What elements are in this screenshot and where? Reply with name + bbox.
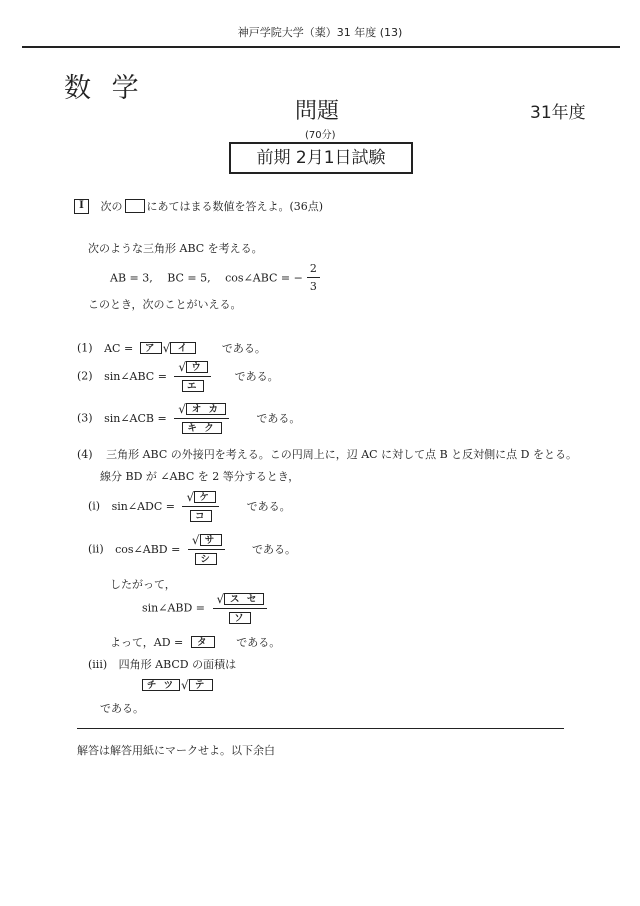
q-tail: である。: [252, 543, 296, 556]
answer-box-shi[interactable]: シ: [195, 553, 217, 565]
therefore-text: したがって，: [110, 578, 176, 591]
answer-box-te[interactable]: テ: [189, 679, 213, 691]
frac-denominator: 3: [309, 280, 317, 293]
exam-year: 31年度: [530, 103, 586, 123]
answer-box-oka[interactable]: オ カ: [186, 403, 226, 415]
problem-title: 問題: [295, 99, 340, 124]
frac-numerator: 2: [307, 262, 320, 278]
area-expression: [142, 678, 213, 692]
answer-box-suse[interactable]: ス セ: [224, 593, 264, 605]
sqrt-icon: √: [186, 490, 195, 504]
q-number: (1): [77, 341, 93, 355]
question-3: [77, 402, 300, 434]
sin-abd-expression: [142, 592, 271, 624]
sqrt-icon: √: [178, 360, 187, 374]
question-2: [77, 360, 279, 392]
q-text: 四角形 ABCD の面積は: [118, 658, 237, 671]
q-number: (3): [77, 411, 93, 425]
answer-box-ta[interactable]: タ: [191, 636, 215, 648]
q-lhs: AC =: [104, 341, 134, 355]
q-number: (i): [88, 499, 101, 513]
section-number: I: [74, 199, 89, 214]
answer-box-a[interactable]: ア: [140, 342, 162, 354]
answer-blank-icon: [125, 199, 145, 213]
q-lhs: sin∠ABC =: [104, 369, 167, 383]
q-number: (4): [77, 448, 93, 461]
page-header: 神戸学院大学（薬）31 年度 (13): [237, 26, 403, 39]
question-4-iii: [88, 656, 236, 672]
q4-line2: 線分 BD が ∠ABC を 2 等分するとき，: [100, 470, 300, 483]
q-tail: である。: [221, 342, 266, 355]
question-4: [77, 446, 577, 462]
q-tail: である。: [236, 636, 281, 649]
intro-conclusion: このとき，次のことがいえる。: [88, 298, 242, 311]
section-instruction: [74, 198, 323, 214]
q-number: (ii): [88, 542, 104, 556]
sqrt-icon: √: [181, 678, 189, 692]
answer-box-ke[interactable]: ケ: [194, 491, 216, 503]
answer-box-u[interactable]: ウ: [186, 361, 208, 373]
q-tail: である。: [234, 370, 279, 383]
footer-rule: [77, 728, 564, 729]
q-lhs: sin∠ABD =: [142, 601, 206, 615]
exam-session-box: 前期 2月1日試験: [229, 142, 413, 174]
answer-box-i[interactable]: イ: [170, 342, 196, 354]
subject-title: 数 学: [64, 73, 145, 104]
question-4-i: [88, 490, 291, 522]
question-4-ii: [88, 533, 296, 565]
duration: (70分): [305, 130, 336, 141]
intro-line: 次のような三角形 ABC を考える。: [88, 242, 263, 255]
sqrt-icon: √: [216, 592, 225, 606]
answer-box-ko[interactable]: コ: [190, 510, 212, 522]
q-number: (2): [77, 369, 93, 383]
q-number: (iii): [88, 658, 108, 671]
footer-note: 解答は解答用紙にマークせよ。以下余白: [77, 744, 275, 757]
sqrt-icon: √: [162, 341, 171, 355]
answer-box-kiku[interactable]: キ ク: [182, 422, 222, 434]
ad-expression: [110, 634, 280, 650]
question-1: [77, 340, 266, 356]
answer-box-sa[interactable]: サ: [200, 534, 222, 546]
sqrt-icon: √: [191, 533, 200, 547]
q-lhs: よって，AD =: [110, 636, 184, 649]
answer-box-chitsu[interactable]: チ ツ: [142, 679, 180, 691]
header-rule: [22, 46, 620, 48]
q4-line1: 三角形 ABC の外接円を考える。この円周上に，辺 AC に対して点 B と反対側に点 D をとる。: [106, 448, 577, 461]
q-lhs: sin∠ACB =: [104, 411, 167, 425]
q-lhs: sin∠ADC =: [111, 499, 175, 513]
answer-box-e[interactable]: エ: [182, 380, 204, 392]
instruction-text-a: 次の: [100, 200, 123, 213]
q-tail: である。: [256, 412, 301, 425]
given-conditions: [110, 262, 324, 293]
sqrt-icon: √: [178, 402, 186, 416]
q-lhs: cos∠ABD =: [115, 542, 181, 556]
q-tail: である。: [246, 500, 291, 513]
instruction-text-b: にあてはまる数値を答えよ。(36点): [146, 200, 324, 213]
iii-tail: である。: [100, 702, 144, 715]
answer-box-so[interactable]: ソ: [229, 612, 251, 624]
given-text: AB = 3, BC = 5, cos∠ABC = −: [110, 271, 303, 285]
